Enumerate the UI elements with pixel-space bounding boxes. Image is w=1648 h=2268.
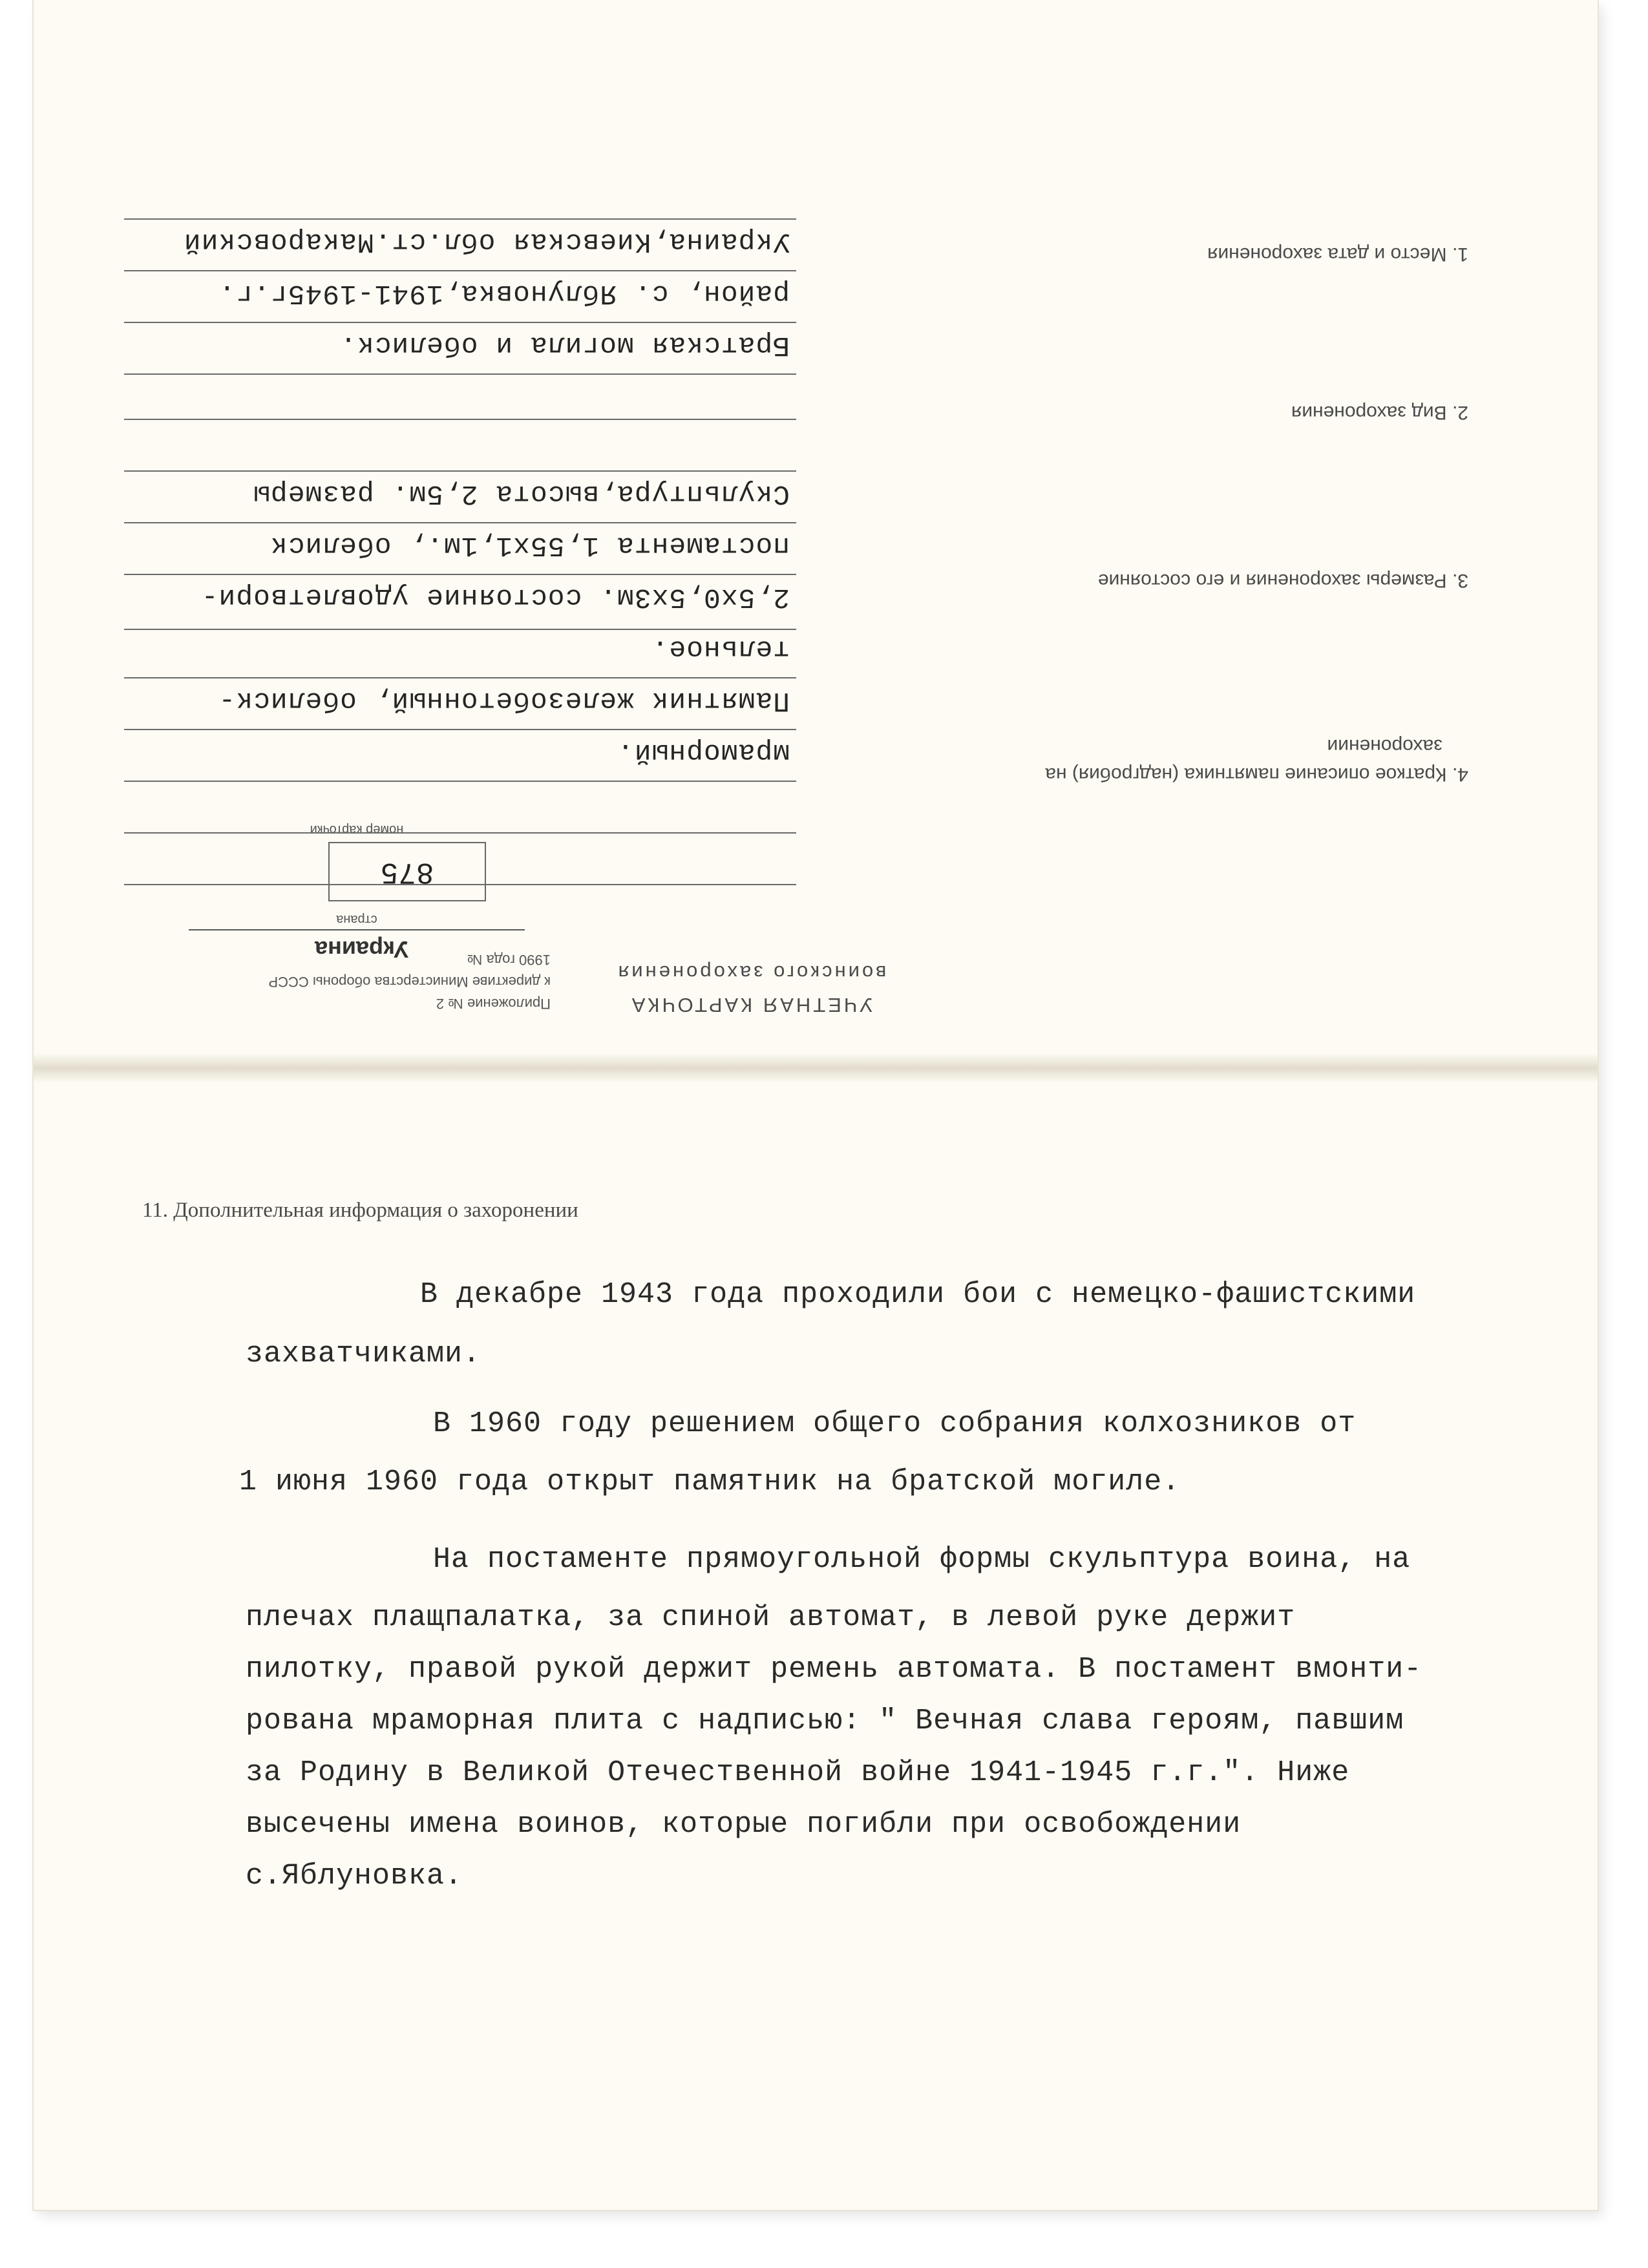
field-3-label: 3. Размеры захоронения и его состояние: [1097, 570, 1468, 591]
field-4-label-line2: захоронении: [1327, 735, 1442, 757]
annex-line2: к директиве Министерства обороны СССР: [268, 974, 551, 990]
country-field: [189, 929, 525, 963]
text-line: захватчиками.: [246, 1338, 481, 1370]
text-line: рована мраморная плита с надписью: " Вечная слава героям, павшим: [246, 1705, 1404, 1738]
card-number-value: 875: [380, 855, 434, 888]
entry-line: Украина,Киевская обл.ст.Макаровский: [183, 226, 790, 258]
entry-line: постамента 1,55х1,1м., обелиск: [269, 530, 790, 562]
text-line: с.Яблуновка.: [246, 1860, 463, 1893]
text-line: 1 июня 1960 года открыт памятник на братской могиле.: [239, 1465, 1181, 1498]
annex-line1: Приложение № 2: [436, 996, 551, 1012]
entry-rule: [124, 884, 796, 885]
entry-line: тельное.: [651, 633, 790, 665]
paper-fold: [34, 1053, 1598, 1083]
country-value: Украина: [315, 936, 408, 963]
card-number-box: [328, 842, 486, 901]
card-title-line1: УЧЕТНАЯ КАРТОЧКА: [629, 994, 873, 1016]
text-line: высечены имена воинов, которые погибли при освобождении: [246, 1808, 1241, 1841]
field-4-label-line1: 4. Краткое описание памятника (надгробия) на: [1045, 764, 1468, 785]
entry-rule: [124, 781, 796, 782]
entry-line: Скульптура,высота 2,5м. размеры: [253, 478, 790, 510]
card-title-line2: воинского захоронения: [615, 961, 887, 984]
entry-line: мраморный.: [616, 737, 790, 768]
entry-line: Братская могила и обелиск.: [339, 330, 790, 361]
entry-line: Памятник железобетонный, обелиск-: [218, 685, 790, 717]
text-line: В декабре 1943 года проходили бои с немецко-фашистскими: [420, 1278, 1416, 1311]
entry-rule: [124, 373, 796, 375]
upper-half-inverted: [34, 0, 1598, 1060]
country-caption: страна: [336, 912, 377, 927]
text-line: На постаменте прямоугольной формы скульптура воина, на: [433, 1543, 1411, 1576]
entry-rule: [124, 419, 796, 420]
text-line: плечах плащпалатка, за спиной автомат, в левой руке держит: [246, 1601, 1296, 1634]
field-4-label: [887, 731, 1468, 788]
card-title: [551, 956, 951, 1021]
card-number-caption: номер карточки: [310, 823, 404, 837]
annex-line3: 1990 года №: [467, 952, 551, 968]
section-11-label: 11. Дополнительная информация о захоронении: [142, 1199, 578, 1222]
field-2-label: 2. Вид захоронения: [1291, 402, 1468, 423]
text-line: В 1960 году решением общего собрания колхозников от: [433, 1407, 1357, 1440]
entry-line: 2,5х0,5х3м. состояние удовлетвори-: [200, 582, 790, 613]
text-line: за Родину в Великой Отечественной войне 1941-1945 г.г.". Ниже: [246, 1756, 1350, 1789]
text-line: пилотку, правой рукой держит ремень автомата. В постамент вмонти-: [246, 1653, 1422, 1686]
entry-rule: [124, 832, 796, 834]
field-1-label: 1. Место и дата захоронения: [1207, 244, 1468, 265]
entry-line: район, с. Яблуновка,1941-1945г.г.: [218, 278, 790, 310]
